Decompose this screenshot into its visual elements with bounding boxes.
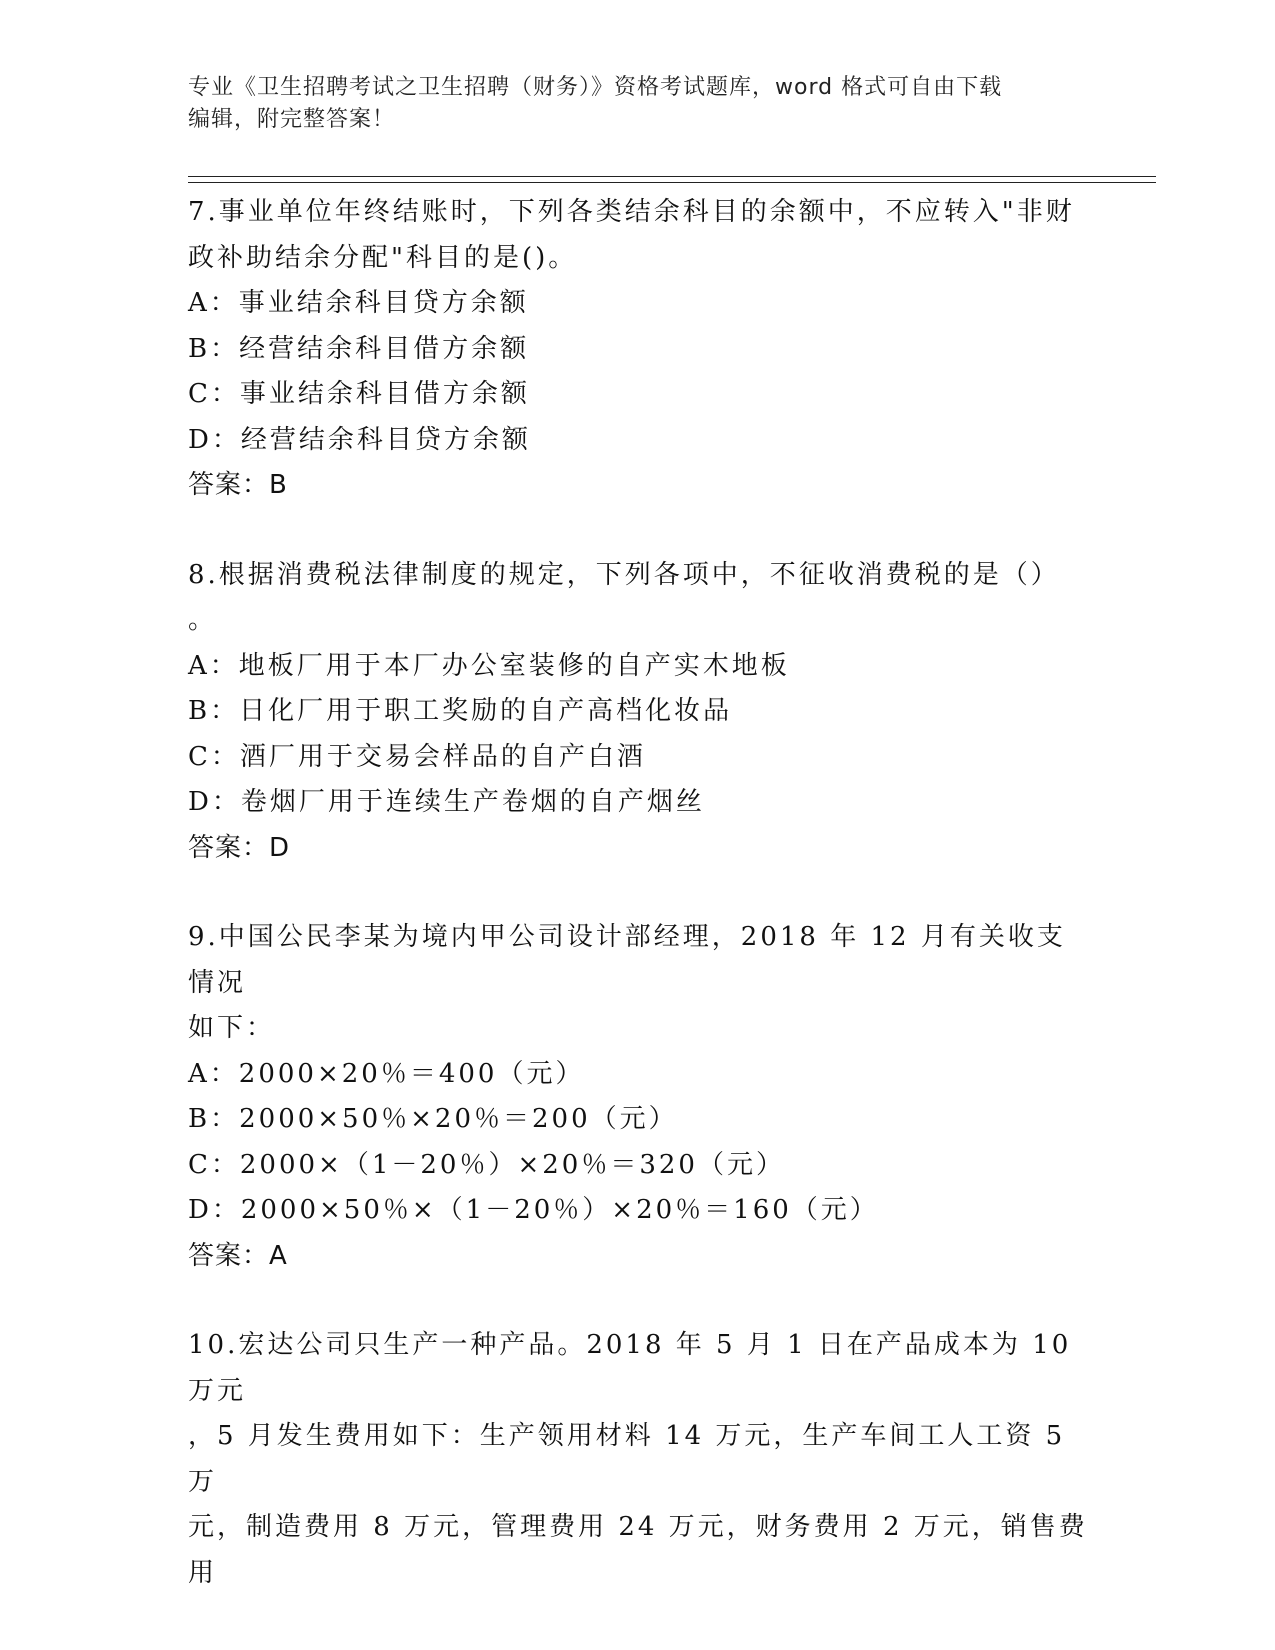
option-c: C：2000×（1－20％）×20％＝320（元）: [188, 1149, 785, 1180]
option-a: A：地板厂用于本厂办公室装修的自产实木地板: [188, 650, 790, 681]
answer-line: 答案：B: [188, 470, 288, 500]
option-b: B：2000×50％×20％＝200（元）: [188, 1104, 678, 1134]
question-8: [188, 553, 1088, 872]
question-stem-line: 9.中国公民李某为境内甲公司设计部经理，2018 年 12 月有关收支情况: [188, 922, 1066, 998]
option-b: B：日化厂用于职工奖励的自产高档化妆品: [188, 696, 733, 726]
option-d: D：经营结余科目贷方余额: [188, 424, 531, 455]
option-b: B：经营结余科目借方余额: [188, 333, 530, 364]
answer-line: 答案：A: [188, 1240, 288, 1271]
question-stem-line: 元，制造费用 8 万元，管理费用 24 万元，财务费用 2 万元，销售费用: [188, 1512, 1088, 1588]
question-stem-line: 如下：: [188, 1013, 276, 1043]
question-stem-line: 。: [188, 605, 218, 635]
option-c: C：事业结余科目借方余额: [188, 379, 530, 409]
document-header: [188, 72, 1088, 136]
question-stem-line: 7.事业单位年终结账时，下列各类结余科目的余额中，不应转入"非财: [188, 197, 1075, 227]
option-d: D：卷烟厂用于连续生产卷烟的自产烟丝: [188, 787, 705, 817]
question-9: [188, 915, 1088, 1279]
option-a: A：2000×20％＝400（元）: [188, 1058, 585, 1089]
question-7: [188, 190, 1088, 509]
question-stem-line: ，5 月发生费用如下：生产领用材料 14 万元，生产车间工人工资 5 万: [188, 1421, 1066, 1497]
option-a: A：事业结余科目贷方余额: [188, 288, 529, 318]
question-stem-line: 10.宏达公司只生产一种产品。2018 年 5 月 1 日在产品成本为 10 万元: [188, 1330, 1072, 1406]
option-d: D：2000×50％×（1－20％）×20％＝160（元）: [188, 1195, 879, 1225]
header-line-1: 专业《卫生招聘考试之卫生招聘（财务）》资格考试题库，word 格式可自由下载: [188, 75, 1003, 100]
header-line-2: 编辑，附完整答案！: [188, 107, 396, 132]
question-10: [188, 1323, 1088, 1596]
question-stem-line: 政补助结余分配"科目的是()。: [188, 242, 578, 273]
header-rule-bottom: [188, 182, 1156, 183]
answer-line: 答案：D: [188, 832, 291, 863]
option-c: C：酒厂用于交易会样品的自产白酒: [188, 741, 646, 772]
question-stem-line: 8.根据消费税法律制度的规定，下列各项中，不征收消费税的是（）: [188, 559, 1060, 590]
header-rule-top: [188, 176, 1156, 177]
question-list: [188, 190, 1088, 1640]
